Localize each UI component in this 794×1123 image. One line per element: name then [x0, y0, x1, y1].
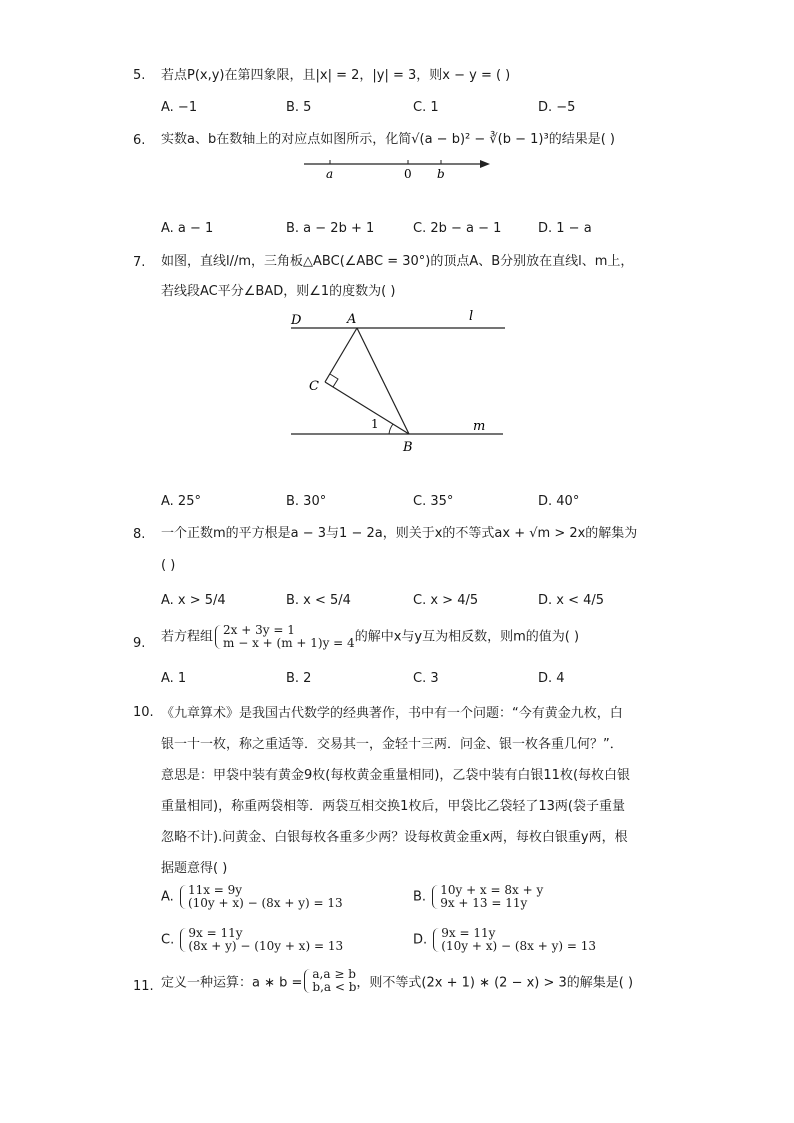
q10-option-c-system — [178, 927, 343, 953]
label-l: l — [469, 309, 474, 324]
q5-option-c[interactable]: C. 1 — [413, 100, 439, 115]
q10-option-b[interactable] — [413, 884, 543, 910]
q11-cases — [302, 968, 356, 994]
q10-b-eq1: 10y + x = 8x + y — [440, 883, 544, 897]
q9-suffix: 的解中x与y互为相反数，则m的值为( ) — [354, 629, 580, 645]
right-angle-mark — [330, 374, 338, 387]
q9-prefix: 若方程组 — [161, 629, 214, 645]
axis-label-zero: 0 — [404, 167, 412, 181]
q9-option-a[interactable]: A. 1 — [161, 671, 187, 686]
triangle-figure — [285, 306, 515, 456]
q11-case2: b,a < b — [312, 980, 357, 994]
q8-option-a[interactable]: A. x > 5/4 — [161, 593, 226, 608]
q10-option-b-label: B. — [413, 889, 427, 905]
q11-stem — [161, 968, 633, 994]
q10-c-eq1: 9x = 11y — [188, 926, 243, 940]
q8-stem-line2: ( ) — [161, 558, 176, 573]
q9-stem — [161, 624, 579, 650]
label-m: m — [473, 419, 486, 434]
q6-option-c[interactable]: C. 2b − a − 1 — [413, 221, 502, 236]
q7-stem-line1: 如图，直线l//m，三角板△ABC(∠ABC = 30°)的顶点A、B分别放在直线l、m上， — [161, 254, 634, 269]
q10-d-eq2: (10y + x) − (8x + y) = 13 — [441, 939, 597, 953]
q10-line-3: 意思是：甲袋中装有黄金9枚(每枚黄金重量相同)，乙袋中装有白银11枚(每枚白银 — [161, 768, 631, 783]
q10-number: 10. — [133, 705, 154, 720]
q6-option-b[interactable]: B. a − 2b + 1 — [286, 221, 375, 236]
q10-line-2: 银一十一枚，称之重适等．交易其一，金轻十三两．问金、银一枚各重几何？”． — [161, 737, 623, 752]
q8-option-b[interactable]: B. x < 5/4 — [286, 593, 351, 608]
q10-c-eq2: (8x + y) − (10y + x) = 13 — [188, 939, 344, 953]
q5-option-b[interactable]: B. 5 — [286, 100, 312, 115]
number-line-arrow — [480, 160, 490, 168]
label-C: C — [309, 379, 319, 394]
angle-1-arc — [389, 424, 393, 434]
q6-option-a[interactable]: A. a − 1 — [161, 221, 214, 236]
q7-stem-line2: 若线段AC平分∠BAD，则∠1的度数为( ) — [161, 284, 396, 299]
q6-stem: 实数a、b在数轴上的对应点如图所示，化简√(a − b)² − ∛(b − 1)³的结果是( ) — [161, 132, 615, 147]
q6-number: 6. — [133, 133, 146, 148]
q10-option-a-label: A. — [161, 889, 174, 905]
label-B: B — [403, 440, 413, 455]
q9-option-c[interactable]: C. 3 — [413, 671, 439, 686]
q10-option-d-label: D. — [413, 932, 428, 948]
q11-number: 11. — [133, 979, 154, 994]
label-A: A — [347, 312, 357, 327]
q9-option-b[interactable]: B. 2 — [286, 671, 312, 686]
label-D: D — [291, 313, 302, 328]
q10-option-c-label: C. — [161, 932, 175, 948]
q7-option-c[interactable]: C. 35° — [413, 494, 454, 509]
q8-stem: 一个正数m的平方根是a − 3与1 − 2a，则关于x的不等式ax + √m > 2x的解集为 — [161, 526, 638, 541]
q5-stem: 若点P(x,y)在第四象限，且|x| = 2，|y| = 3，则x − y = ( ) — [161, 68, 511, 83]
q10-a-eq2: (10y + x) − (8x + y) = 13 — [187, 896, 343, 910]
q5-number: 5. — [133, 68, 146, 83]
q10-option-a[interactable] — [161, 884, 343, 910]
q9-option-d[interactable]: D. 4 — [538, 671, 565, 686]
q7-option-a[interactable]: A. 25° — [161, 494, 201, 509]
q8-option-d[interactable]: D. x < 4/5 — [538, 593, 605, 608]
q6-option-d[interactable]: D. 1 − a — [538, 221, 592, 236]
q8-number: 8. — [133, 527, 146, 542]
q9-eq1: 2x + 3y = 1 — [223, 623, 295, 637]
label-1: 1 — [371, 417, 379, 431]
q11-suffix: ，则不等式(2x + 1) ∗ (2 − x) > 3的解集是( ) — [356, 975, 634, 991]
q10-line-4: 重量相同)，称重两袋相等．两袋互相交换1枚后，甲袋比乙袋轻了13两(袋子重量 — [161, 799, 625, 814]
axis-label-a: a — [326, 167, 334, 181]
q5-option-d[interactable]: D. −5 — [538, 100, 576, 115]
axis-label-b: b — [437, 167, 445, 181]
q9-eq2: m − x + (m + 1)y = 4 — [223, 636, 355, 650]
segment-AC — [325, 328, 357, 382]
q10-option-d[interactable] — [413, 927, 596, 953]
q7-number: 7. — [133, 255, 146, 270]
q10-option-b-system — [430, 884, 543, 910]
q11-prefix: 定义一种运算：a ∗ b = — [161, 975, 303, 991]
number-line-figure — [300, 152, 500, 184]
q10-option-c[interactable] — [161, 927, 343, 953]
q10-line-5: 忽略不计).问黄金、白银每枚各重多少两？设每枚黄金重x两，每枚白银重y两，根 — [161, 830, 628, 845]
q9-number: 9. — [133, 636, 146, 651]
q10-d-eq1: 9x = 11y — [441, 926, 496, 940]
q10-option-a-system — [178, 884, 343, 910]
q5-option-a[interactable]: A. −1 — [161, 100, 198, 115]
q9-system — [213, 624, 355, 650]
q8-option-c[interactable]: C. x > 4/5 — [413, 593, 479, 608]
q10-line-1: 《九章算术》是我国古代数学的经典著作，书中有一个问题：“今有黄金九枚，白 — [161, 706, 623, 721]
q7-option-d[interactable]: D. 40° — [538, 494, 580, 509]
q10-b-eq2: 9x + 13 = 11y — [440, 896, 528, 910]
q10-line-6: 据题意得( ) — [161, 861, 228, 876]
q10-option-d-system — [431, 927, 596, 953]
q7-option-b[interactable]: B. 30° — [286, 494, 327, 509]
q10-a-eq1: 11x = 9y — [187, 883, 243, 897]
q11-case1: a,a ≥ b — [312, 967, 356, 981]
